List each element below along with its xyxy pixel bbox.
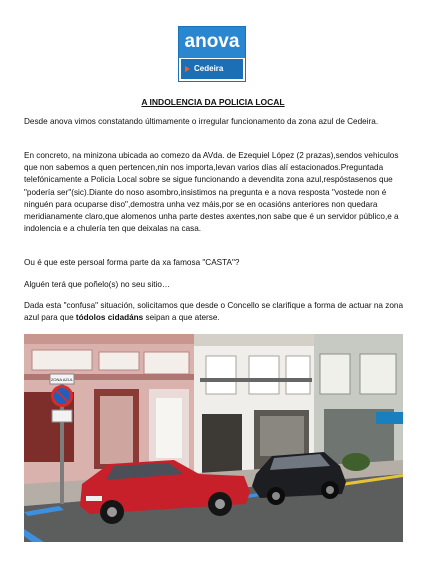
anova-logo (178, 26, 246, 82)
street-scene (24, 334, 403, 542)
zone-sign-text: ZONA AZUL (50, 377, 74, 382)
document-title: A INDOLENCIA DA POLICIA LOCAL (141, 97, 285, 107)
logo-wordmark: anova (179, 27, 245, 58)
closing-emphasis: tódolos cidadáns (75, 313, 144, 323)
logo-town-bar (181, 59, 243, 79)
arrow-icon (185, 66, 190, 72)
paragraph-casta: Ou é que este persoal forma parte da xa famosa "CASTA"? (24, 258, 240, 267)
closing-text-end: seipan a que aterse. (143, 313, 220, 323)
paragraph-closing (24, 300, 404, 324)
logo-town: Cedeira (194, 64, 224, 73)
paragraph-sitio: Alguén terá que poñelo(s) no seu sitio… (24, 280, 171, 289)
paragraph-details: En concreto, na minizona ubicada ao comezo da AVda. de Ezequiel López (2 prazas),sendos vehiculos que non sabemos a quen pertencen,nin nos importa,levan varios días alí estacionados.Preguntada telefónicamente a Policia Local sobre se sigue funcionando a devendita zona azul,respóstasenos que "podería ser"(sic).Diante do noso asombro,insistimos na pregunta e a nova resposta "vostede non é ninguén para ocuparse diso",demostra unha vez máis,por se en ocasións anteriores non quedara meridianamente claro,que alomenos unha parte destes axentes,non sabe que é un servidor público,e a indolencia e a chulería ten que deixalas na casa. (24, 151, 399, 234)
paragraph-intro: Desde anova vimos constatando últimamente o irregular funcionamento da zona azul de Cedeira. (24, 117, 379, 126)
closing-text-start: Dada esta "confusa" situación, solicitamos que desde o Concello se clarifique a forma de actuar na zona azul para que (24, 301, 404, 323)
street-photo (24, 334, 403, 542)
